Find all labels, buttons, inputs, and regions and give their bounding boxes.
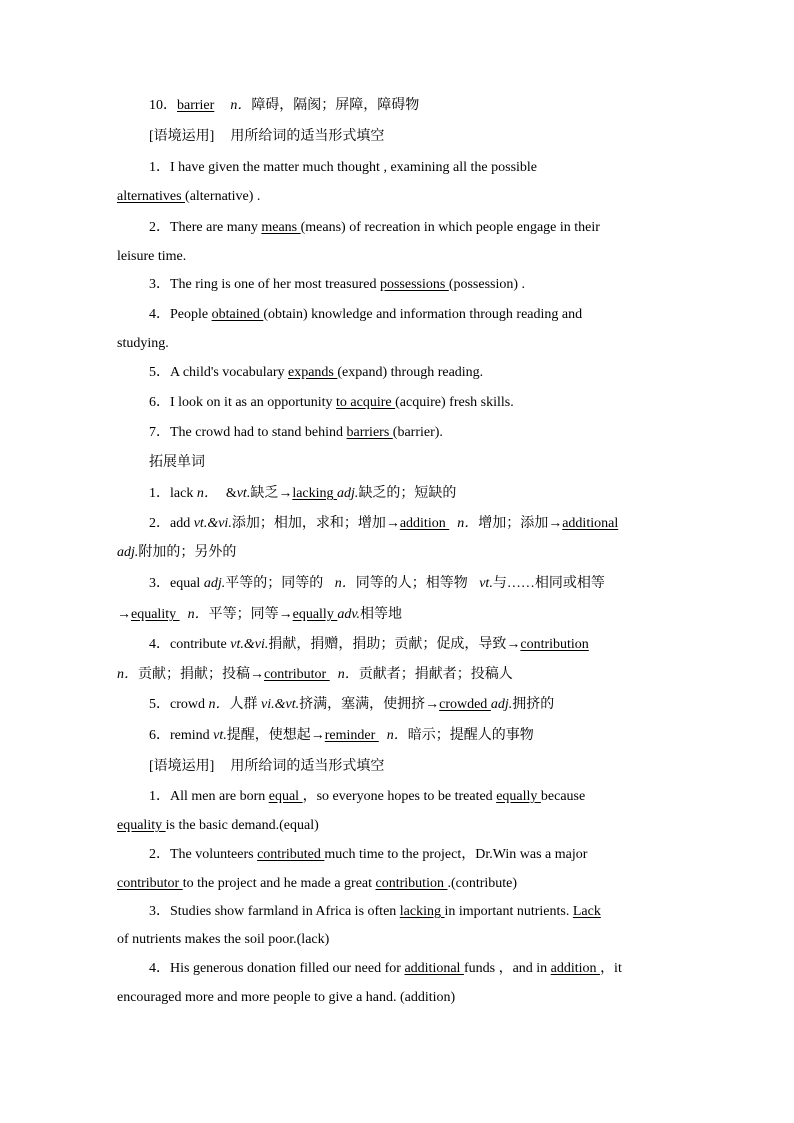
exercise-item (149, 424, 714, 442)
item-text: of nutrients makes the soil poor.(lack) (117, 932, 330, 947)
entry-number: 6． (149, 728, 170, 743)
exercise2-item-continued (117, 931, 682, 949)
entry-number: 5． (149, 697, 170, 712)
exercise-item (149, 306, 714, 324)
definition: 提醒，使想起→ (226, 728, 325, 743)
item-text: because (540, 789, 586, 804)
entry-number: 10． (149, 98, 177, 113)
answer-blank: reminder (324, 728, 379, 743)
entry-word: lack (170, 486, 197, 501)
item-text: (means) of recreation in which people engage in their (300, 220, 600, 235)
definition: 拥挤的 (512, 697, 555, 712)
entry-word: equal (170, 576, 204, 591)
answer-blank: addition (550, 961, 601, 976)
definition: 缺乏→ (250, 486, 293, 501)
part-of-speech: vt. (236, 486, 251, 501)
definition: 暗示；提醒人的事物 (407, 728, 534, 743)
definition: 同等的人；相等物 (355, 576, 472, 591)
item-text: The crowd had to stand behind (170, 425, 347, 440)
section-title: 拓展单词 (149, 455, 205, 470)
part-of-speech: n． (196, 486, 218, 501)
item-text: ，it (600, 961, 622, 976)
item-number: 4． (149, 961, 170, 976)
part-of-speech: adj. (490, 697, 513, 712)
entry-word: contribute (170, 637, 231, 652)
item-text: Studies show farmland in Africa is often (170, 904, 400, 919)
answer-blank: expands (288, 365, 338, 380)
answer-blank: lacking (292, 486, 338, 501)
section-heading-extension (149, 454, 714, 472)
entry-word: barrier (177, 98, 215, 113)
answer-blank: to acquire (336, 395, 396, 410)
definition: 贡献者；捐献者；投稿人 (358, 667, 513, 682)
item-text: much time to the project，Dr.Win was a major (324, 847, 588, 862)
definition: 缺乏的；短缺的 (358, 486, 457, 501)
exercise-item-continued (117, 335, 682, 353)
item-text: encouraged more and more people to give a hand. (addition) (117, 990, 456, 1005)
definition: 平等；同等→ (208, 607, 293, 622)
answer-blank: equal (268, 789, 303, 804)
definition: 障碍，隔阂；屏障，障碍物 (251, 98, 420, 113)
definition: 增加；添加→ (478, 516, 563, 531)
item-number: 2． (149, 220, 170, 235)
item-text: funds ，and in (463, 961, 551, 976)
answer-blank: possessions (379, 277, 449, 292)
extension-entry-add (149, 515, 714, 533)
section-instruction: 用所给词的适当形式填空 (230, 759, 385, 774)
answer-blank: means (261, 220, 301, 235)
answer-blank: contributed (257, 847, 325, 862)
entry-number: 1． (149, 486, 170, 501)
section-instruction: 用所给词的适当形式填空 (230, 129, 385, 144)
definition: 添加；相加，求和；增加→ (231, 516, 400, 531)
item-text: .(contribute) (447, 876, 518, 891)
answer-blank: additional (562, 516, 619, 531)
part-of-speech: vt.&vi. (193, 516, 232, 531)
answer-blank: equally (292, 607, 338, 622)
exercise2-item-continued (117, 817, 682, 835)
item-text: studying. (117, 336, 169, 351)
item-text: People (170, 307, 212, 322)
answer-blank: addition (399, 516, 450, 531)
answer-blank: equality (117, 818, 166, 833)
exercise-item-continued (117, 248, 682, 266)
item-text: in important nutrients. (444, 904, 573, 919)
exercise-item (149, 219, 714, 237)
part-of-speech: vt. (479, 576, 493, 591)
item-text: (barrier). (392, 425, 443, 440)
definition: 捐献，捐赠，捐助；贡献；促成，导致→ (268, 637, 521, 652)
item-text: to the project and he made a great (182, 876, 376, 891)
extension-entry-crowd (149, 696, 714, 714)
definition: 与……相同或相等 (492, 576, 605, 591)
part-of-speech: n． (117, 667, 138, 682)
item-text: His generous donation filled our need for (170, 961, 405, 976)
answer-blank: additional (404, 961, 464, 976)
item-text: A child's vocabulary (170, 365, 288, 380)
section-heading-context-1 (149, 128, 714, 146)
item-text: I have given the matter much thought , examining all the possible (170, 160, 538, 175)
answer-blank: equally (496, 789, 541, 804)
item-number: 1． (149, 160, 170, 175)
item-text: is the basic demand.(equal) (165, 818, 319, 833)
exercise2-item (149, 788, 714, 806)
item-number: 4． (149, 307, 170, 322)
answer-blank: equality (131, 607, 180, 622)
definition: 平等的；同等的 (225, 576, 327, 591)
extension-entry-contribute-continued (117, 666, 682, 684)
extension-entry-remind (149, 727, 714, 745)
exercise2-item-continued (117, 989, 682, 1007)
part-of-speech: n． (337, 667, 359, 682)
part-of-speech: adj. (337, 486, 359, 501)
exercise-item-continued (117, 188, 682, 206)
vocab-entry-10 (149, 97, 714, 115)
definition: 贡献；捐献；投稿→ (138, 667, 264, 682)
answer-blank: barriers (346, 425, 393, 440)
item-text: (obtain) knowledge and information through reading and (263, 307, 583, 322)
exercise2-item (149, 846, 714, 864)
part-of-speech: vi.&vt. (261, 697, 300, 712)
part-of-speech: n． (457, 516, 479, 531)
item-text: The volunteers (170, 847, 258, 862)
definition: 人群 (229, 697, 261, 712)
arrow: → (117, 607, 131, 622)
definition: 附加的；另外的 (138, 545, 237, 560)
item-text: (alternative) . (185, 189, 261, 204)
item-text: ，so everyone hopes to be treated (302, 789, 497, 804)
exercise2-item (149, 903, 714, 921)
entry-number: 3． (149, 576, 170, 591)
item-text: The ring is one of her most treasured (170, 277, 380, 292)
definition: 相等地 (360, 607, 403, 622)
answer-blank: Lack (572, 904, 601, 919)
exercise2-item (149, 960, 714, 978)
item-number: 3． (149, 277, 170, 292)
item-text: leisure time. (117, 249, 187, 264)
part-of-speech: n． (334, 576, 356, 591)
part-of-speech: vt. (213, 728, 227, 743)
part-of-speech: n． (230, 98, 252, 113)
entry-word: crowd (170, 697, 209, 712)
part-of-speech: n． (187, 607, 209, 622)
item-number: 5． (149, 365, 170, 380)
entry-word: remind (170, 728, 214, 743)
section-label: [语境运用] (149, 129, 215, 144)
part-of-speech: adj. (203, 576, 226, 591)
answer-blank: contributor (264, 667, 330, 682)
extension-entry-equal-continued (117, 606, 682, 624)
extension-entry-equal (149, 575, 714, 593)
extension-entry-lack (149, 485, 714, 503)
item-number: 7． (149, 425, 170, 440)
exercise-item (149, 394, 714, 412)
part-of-speech: vt.&vi. (230, 637, 269, 652)
item-text: All men are born (170, 789, 269, 804)
part-of-speech: adv. (337, 607, 361, 622)
entry-number: 2． (149, 516, 170, 531)
extension-entry-add-continued (117, 544, 682, 562)
item-text: I look on it as an opportunity (170, 395, 337, 410)
answer-blank: contributor (117, 876, 183, 891)
extension-entry-contribute (149, 636, 714, 654)
part-of-speech: n． (208, 697, 230, 712)
entry-text: & (225, 486, 237, 501)
section-label: [语境运用] (149, 759, 215, 774)
definition: 挤满，塞满，使拥挤→ (299, 697, 440, 712)
answer-blank: crowded (439, 697, 491, 712)
part-of-speech: adj. (117, 545, 139, 560)
answer-blank: contribution (520, 637, 589, 652)
item-text: There are many (170, 220, 262, 235)
answer-blank: contribution (375, 876, 448, 891)
exercise-item (149, 276, 714, 294)
item-number: 3． (149, 904, 170, 919)
item-number: 6． (149, 395, 170, 410)
exercise-item (149, 364, 714, 382)
exercise-item (149, 159, 714, 177)
answer-blank: alternatives (117, 189, 186, 204)
section-heading-context-2 (149, 758, 714, 776)
part-of-speech: n． (386, 728, 408, 743)
item-text: (acquire) fresh skills. (395, 395, 514, 410)
item-number: 2． (149, 847, 170, 862)
item-number: 1． (149, 789, 170, 804)
entry-word: add (170, 516, 194, 531)
item-text: (expand) through reading. (337, 365, 484, 380)
answer-blank: lacking (399, 904, 445, 919)
exercise2-item-continued (117, 875, 682, 893)
answer-blank: obtained (211, 307, 264, 322)
item-text: (possession) . (448, 277, 526, 292)
entry-number: 4． (149, 637, 170, 652)
